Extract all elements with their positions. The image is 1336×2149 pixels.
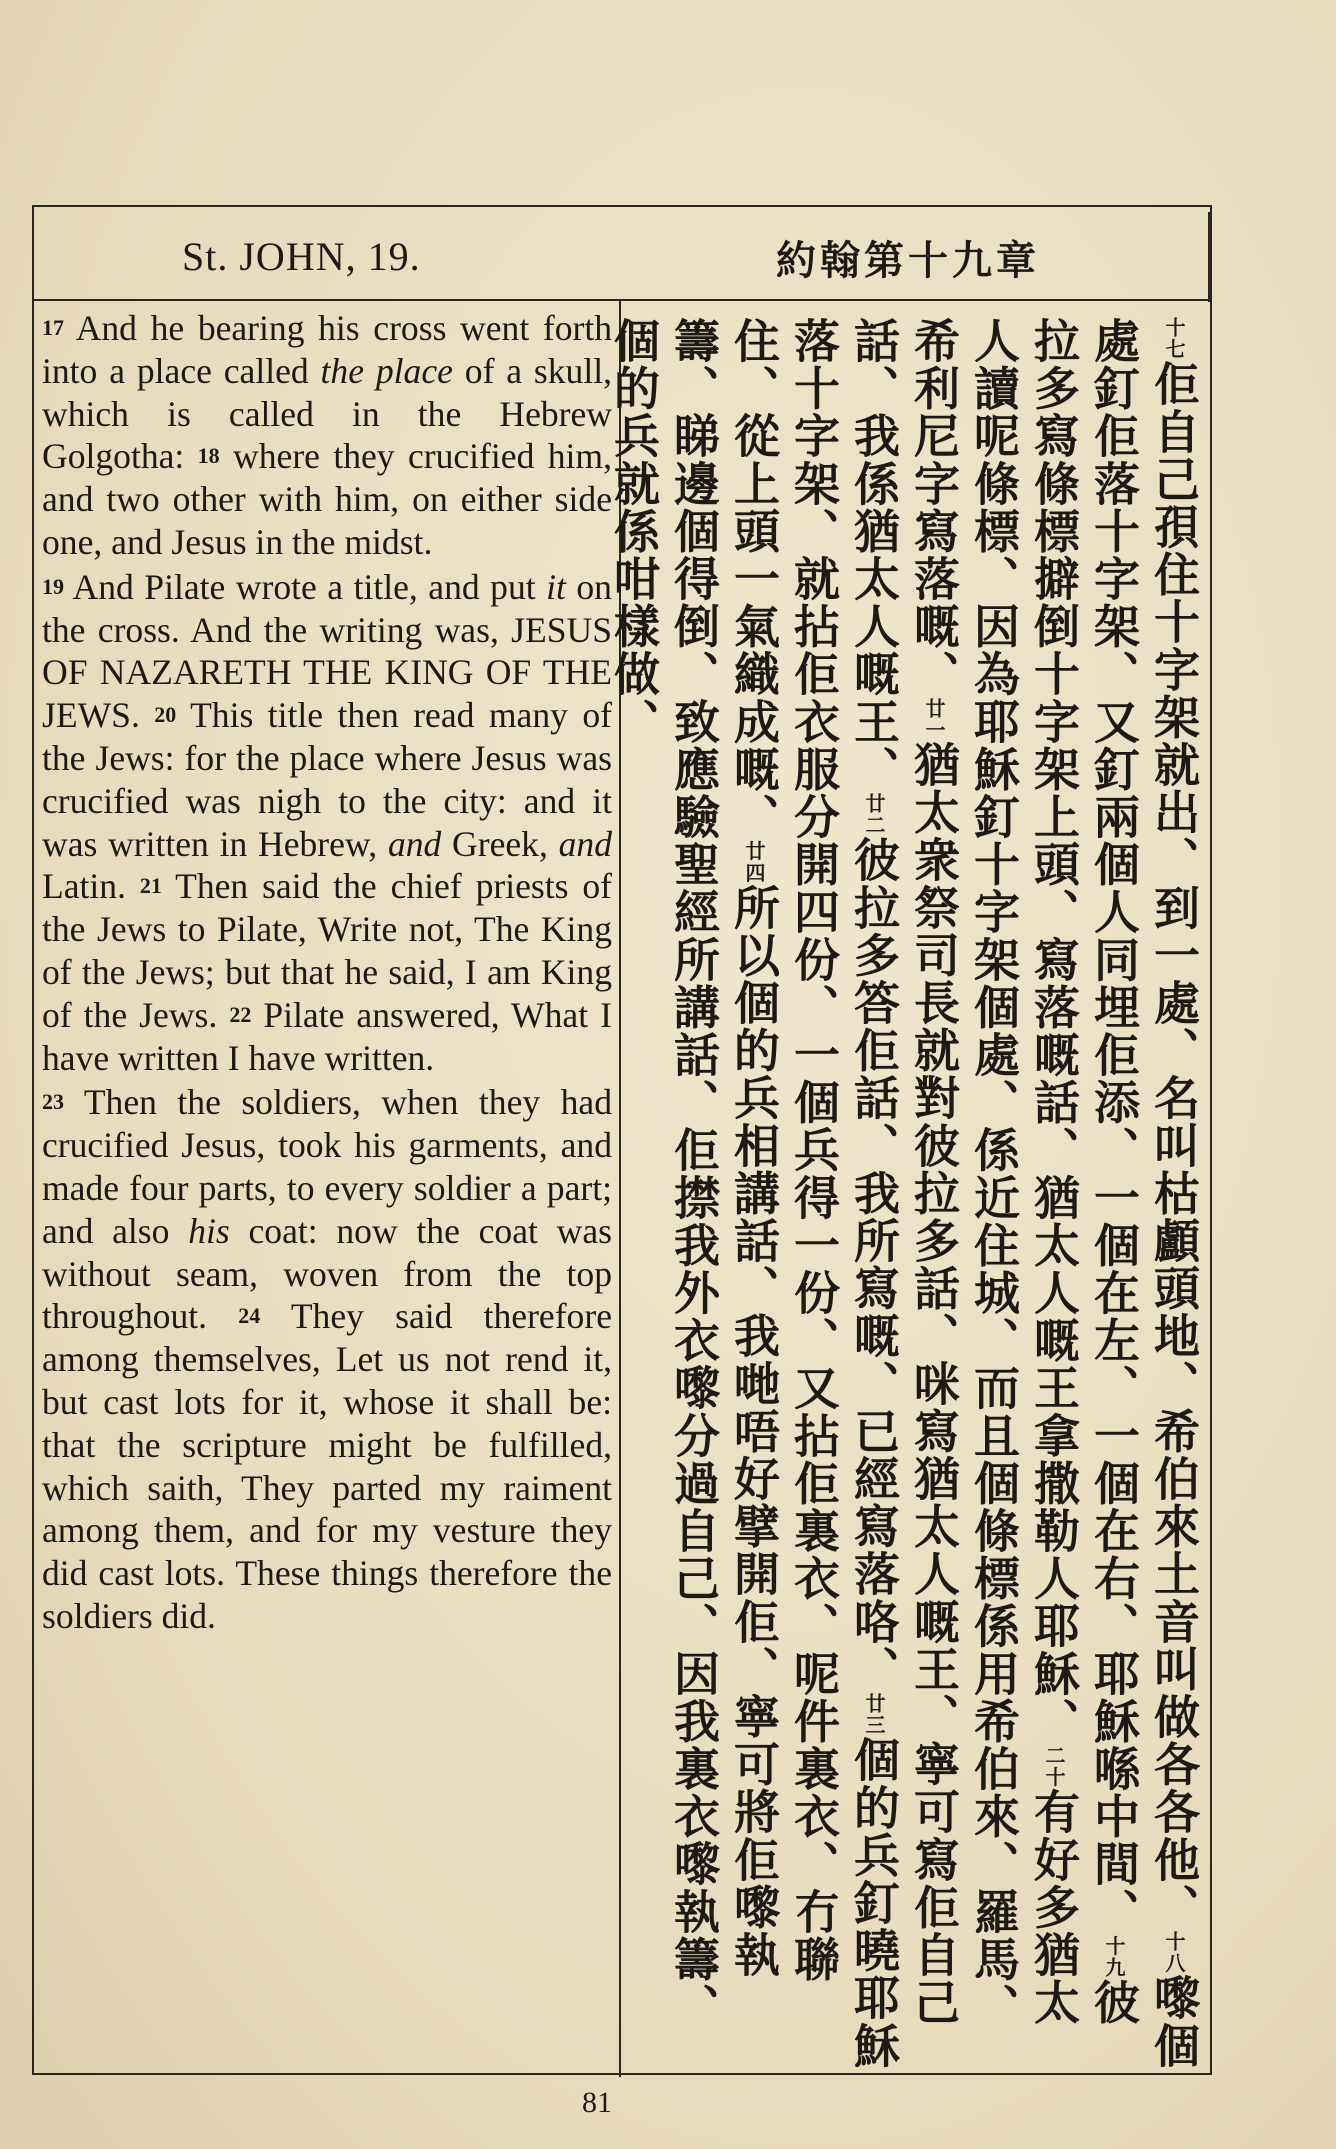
verse-number: 十九: [1102, 1935, 1126, 1979]
verse-italic: and: [558, 823, 612, 864]
verse-text: on the cross. And the writing was, JESUS OF NAZARETH THE KING OF THE JEWS.: [42, 566, 612, 736]
verse-text: Latin.: [42, 866, 126, 907]
english-column: [42, 307, 612, 1640]
verse-number: 廿四: [742, 840, 766, 884]
verse-number: 廿二: [862, 793, 886, 837]
verse-number: 18: [197, 443, 220, 469]
header-english-title: St. JOHN, 19.: [182, 234, 421, 279]
verse-text: of a skull, which is called in the Hebrew Golgotha:: [42, 350, 613, 477]
verse-number: 廿三: [862, 1693, 886, 1737]
verse-number: 23: [42, 1089, 64, 1115]
verse-text: 彼拉多答佢話、我所寫嘅、已經寫落咯、: [847, 836, 901, 1694]
english-paragraph-3: [42, 1081, 612, 1637]
verse-number: 22: [229, 1001, 252, 1027]
page-frame: [32, 205, 1212, 2075]
verse-text: Then said the chief priests of the Jews to Pilate, Write not, The King of the Jews; but that he said, I am King of the Jews.: [42, 866, 612, 1035]
verse-text: 佢自己孭住十字架就出、到一處、名叫枯顱頭地、希伯來土音叫做各各他、: [1147, 360, 1201, 1932]
verse-text: where they crucified him, and two other with him, on either side one, and Jesus in the midst.: [42, 436, 612, 562]
chinese-column: [607, 317, 1204, 2072]
english-paragraph-1: [42, 307, 612, 564]
verse-text: And he bearing his cross went forth into a place called: [42, 308, 613, 391]
verse-italic: and: [387, 823, 442, 864]
verse-number: 21: [139, 873, 162, 899]
verse-number: 十八: [1162, 1931, 1186, 1975]
frame-edge-mark: [1208, 212, 1211, 302]
verse-text: 彼拉多寫條標擗倒十字架上頭、寫落嘅話、猶太人嘅王拿撒勒人耶穌、: [1027, 317, 1141, 2027]
verse-text: And Pilate wrote a title, and put: [72, 566, 547, 607]
verse-text: 嚟個處釘佢落十字架、又釘兩個人同埋佢添、一個在左、一個在右、耶穌喺中間、: [1087, 317, 1201, 2070]
english-paragraph-2: [42, 566, 612, 1080]
verse-text: Greek,: [441, 823, 559, 864]
verse-text: They said therefore among themselves, Let us not rend it, but cast lots for it, whose it shall be: that the scripture might be fulfilled, which saith, They parted my raiment among them, and for my vesture they did cast lots. These things therefore the soldiers did.: [42, 1296, 612, 1636]
verse-text: Pilate answered, What I have written I have written.: [42, 994, 612, 1078]
verse-text: 個的兵釘曉耶穌落十字架、就拈佢衣服分開四份、一個兵得一份、又拈佢裏衣、呢件裏衣、冇聯住、從上頭一氣織成嘅、: [727, 317, 901, 2070]
verse-number: 十七: [1162, 317, 1186, 361]
verse-text: Then the soldiers, when they had crucified Jesus, took his garments, and made four parts, to every soldier a part; and also: [42, 1082, 612, 1251]
verse-italic: his: [188, 1210, 230, 1251]
verse-italic: the place: [320, 350, 453, 391]
verse-number: 20: [154, 702, 177, 728]
verse-italic: it: [546, 566, 566, 607]
verse-text: coat: now the coat was without seam, woven from the top throughout.: [42, 1210, 612, 1337]
verse-text: 猶太衆祭司長就對彼拉多話、咪寫猶太人嘅王、寧可寫佢自己話、我係猶太人嘅王、: [847, 317, 961, 2027]
verse-text: 所以個的兵相講話、我哋唔好擘開佢、寧可將佢嚟執籌、睇邊個得倒、致應驗聖經所講話、佢㩒我外衣嚟分過自己、因我裏衣嚟執籌、個的兵就係咁樣做、: [607, 317, 781, 2031]
header-chinese-title: 約翰第十九章: [776, 238, 1040, 284]
verse-text: 有好多猶太人讀呢條標、因為耶穌釘十字架個處、係近住城、而且個條標係用希伯來、羅馬、希利尼字寫落嘅、: [907, 317, 1081, 2031]
page-number: 81: [582, 2086, 612, 2119]
verse-text: This title then read many of the Jews: for the place where Jesus was crucified was nigh to the city: and it was written in Hebrew,: [42, 695, 612, 864]
verse-number: 24: [238, 1303, 261, 1329]
verse-number: 19: [42, 573, 64, 599]
verse-number: 17: [42, 315, 64, 340]
running-header: [34, 207, 1210, 301]
verse-number: 廿一: [922, 697, 946, 742]
verse-number: 二十: [1042, 1745, 1066, 1789]
